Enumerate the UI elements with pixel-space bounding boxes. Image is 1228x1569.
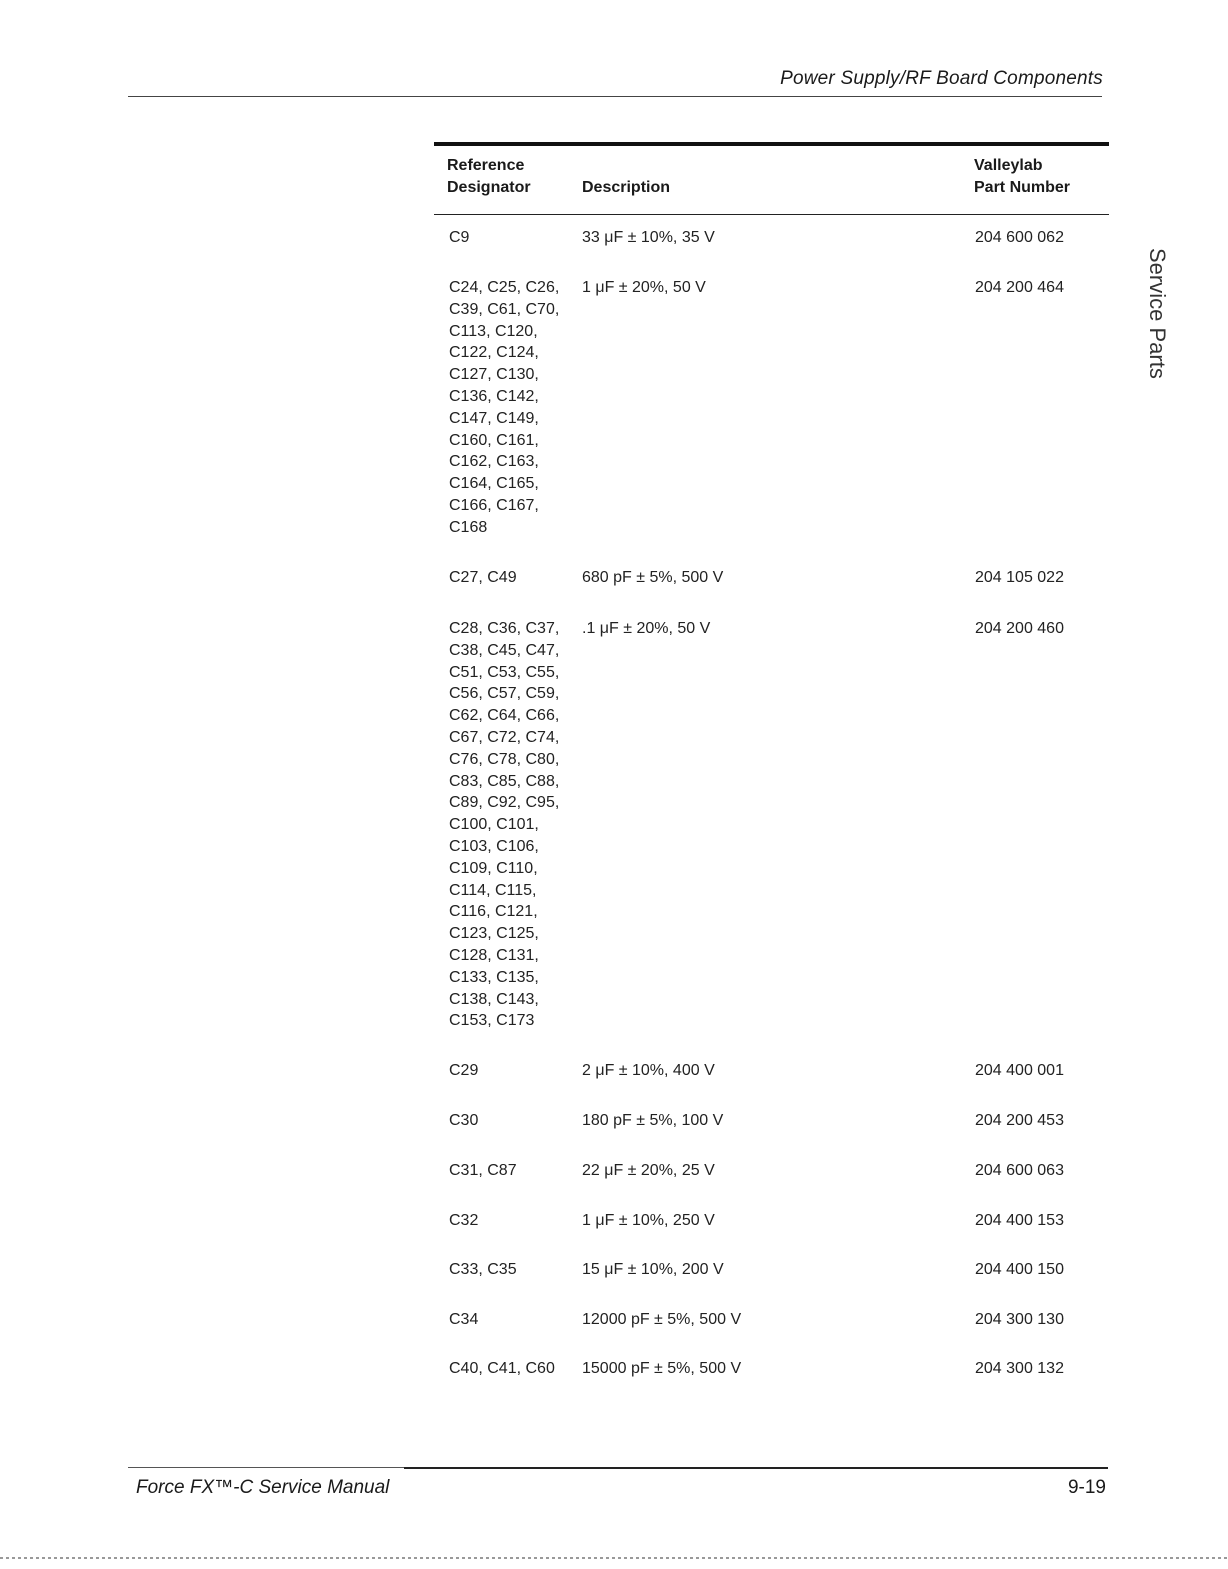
part-number-cell: 204 200 464 bbox=[975, 279, 1064, 296]
column-header-reference-line2: Designator bbox=[447, 179, 531, 196]
footer-rule-thick bbox=[404, 1467, 1108, 1469]
column-header-reference bbox=[447, 155, 531, 199]
side-tab bbox=[1145, 248, 1192, 379]
reference-designator-cell: C40, C41, C60 bbox=[449, 1360, 555, 1377]
description-cell: 2 μF ± 10%, 400 V bbox=[582, 1062, 715, 1079]
description-cell: 12000 pF ± 5%, 500 V bbox=[582, 1311, 742, 1328]
part-number-cell: 204 400 153 bbox=[975, 1212, 1064, 1229]
description-cell: 15 μF ± 10%, 200 V bbox=[582, 1261, 724, 1278]
part-number-cell: 204 300 132 bbox=[975, 1360, 1064, 1377]
part-number-cell: 204 600 063 bbox=[975, 1162, 1064, 1179]
header-rule bbox=[128, 96, 1102, 97]
reference-designator-cell: C28, C36, C37, C38, C45, C47, C51, C53, C55, C56, C57, C59, C62, C64, C66, C67, C72, C74, C76, C78, C80, C83, C85, C88, C89, C92, C95, C100, C101, C103, C106, C109, C110, C114, C115, C116, C121, C123, C125, C128, C131, C133, C135, C138, C143, C153, C173 bbox=[449, 620, 560, 1030]
reference-designator-cell: C27, C49 bbox=[449, 569, 517, 586]
description-cell: 15000 pF ± 5%, 500 V bbox=[582, 1360, 742, 1377]
description-cell: .1 μF ± 20%, 50 V bbox=[582, 620, 711, 637]
description-cell: 680 pF ± 5%, 500 V bbox=[582, 569, 724, 586]
footer-page-number: 9-19 bbox=[1067, 1477, 1106, 1498]
description-cell: 180 pF ± 5%, 100 V bbox=[582, 1112, 724, 1129]
reference-designator-cell: C24, C25, C26, C39, C61, C70, C113, C120, C122, C124, C127, C130, C136, C142, C147, C149, C160, C161, C162, C163, C164, C165, C166, C167, C168 bbox=[449, 279, 560, 536]
column-header-description: Description bbox=[582, 179, 671, 196]
part-number-cell: 204 600 062 bbox=[975, 229, 1064, 246]
part-number-cell: 204 300 130 bbox=[975, 1311, 1064, 1328]
column-header-part-line2: Part Number bbox=[974, 179, 1071, 196]
reference-designator-cell: C33, C35 bbox=[449, 1261, 517, 1278]
description-cell: 1 μF ± 20%, 50 V bbox=[582, 279, 706, 296]
reference-designator-cell: C30 bbox=[449, 1112, 479, 1129]
side-tab-label: Service Parts bbox=[1145, 248, 1170, 379]
reference-designator-cell: C31, C87 bbox=[449, 1162, 517, 1179]
description-cell: 33 μF ± 10%, 35 V bbox=[582, 229, 715, 246]
reference-designator-cell: C9 bbox=[449, 229, 470, 246]
header-bottom-rule bbox=[434, 214, 1109, 215]
column-header-part-number bbox=[974, 155, 1070, 199]
part-number-cell: 204 105 022 bbox=[975, 569, 1064, 586]
column-header-part-line1: Valleylab bbox=[974, 157, 1043, 174]
reference-designator-cell: C29 bbox=[449, 1062, 479, 1079]
part-number-cell: 204 400 150 bbox=[975, 1261, 1064, 1278]
part-number-cell: 204 400 001 bbox=[975, 1062, 1064, 1079]
part-number-cell: 204 200 460 bbox=[975, 620, 1064, 637]
part-number-cell: 204 200 453 bbox=[975, 1112, 1064, 1129]
reference-designator-cell: C32 bbox=[449, 1212, 479, 1229]
table-top-rule bbox=[434, 142, 1109, 146]
scan-edge-divider bbox=[0, 1557, 1228, 1559]
footer-manual-title: Force FX™-C Service Manual bbox=[136, 1477, 390, 1498]
page-header-title: Power Supply/RF Board Components bbox=[780, 68, 1103, 89]
description-cell: 22 μF ± 20%, 25 V bbox=[582, 1162, 715, 1179]
column-header-reference-line1: Reference bbox=[447, 157, 525, 174]
reference-designator-cell: C34 bbox=[449, 1311, 479, 1328]
description-cell: 1 μF ± 10%, 250 V bbox=[582, 1212, 715, 1229]
